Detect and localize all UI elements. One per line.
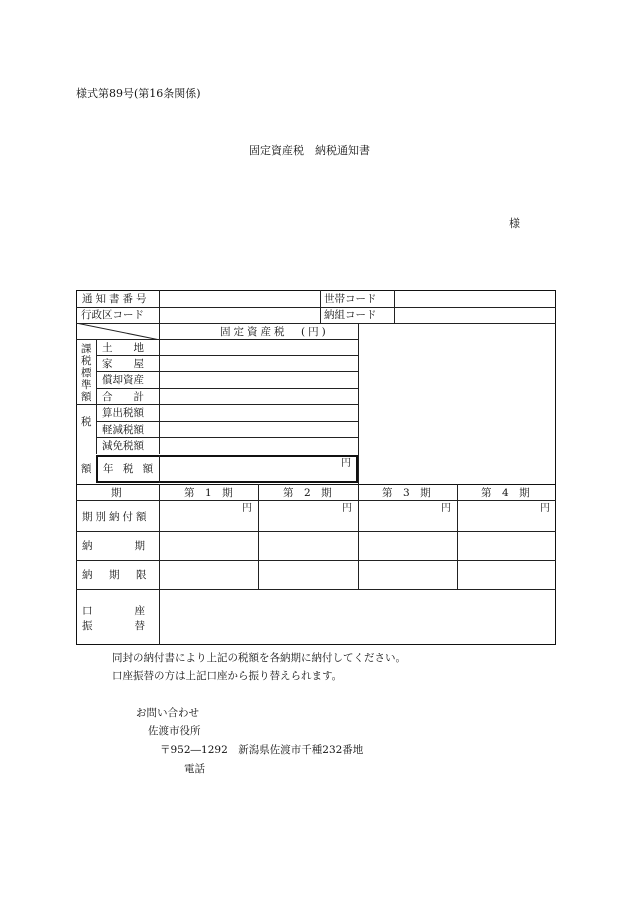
divider bbox=[76, 484, 556, 485]
contact-address: 〒952―1292 新潟県佐渡市千種232番地 bbox=[160, 744, 364, 756]
installment-2-header: 第 2 期 bbox=[283, 487, 332, 499]
tax-base-label-2: 税 bbox=[81, 355, 92, 367]
tax-amount-label-2: 額 bbox=[81, 463, 92, 475]
installment-header: 期 bbox=[111, 487, 122, 499]
divider bbox=[457, 484, 458, 589]
document-title: 固定資産税 納税通知書 bbox=[249, 144, 370, 157]
installment-1-yen: 円 bbox=[242, 503, 252, 514]
tax-amount-label-1: 税 bbox=[81, 416, 92, 428]
tax-base-label-1: 課 bbox=[81, 343, 92, 355]
divider bbox=[76, 589, 556, 590]
contact-heading: お問い合わせ bbox=[136, 707, 199, 719]
due-period-label: 納 期 bbox=[82, 540, 145, 552]
exempted-tax-label: 減免税額 bbox=[102, 440, 144, 452]
divider bbox=[96, 355, 358, 356]
divider bbox=[76, 531, 556, 532]
transfer-label: 振 替 bbox=[82, 620, 145, 632]
divider bbox=[159, 484, 160, 645]
installment-4-header: 第 4 期 bbox=[481, 487, 530, 499]
tax-base-label-3: 標 bbox=[81, 367, 92, 379]
form-number: 様式第89号(第16条関係) bbox=[76, 87, 201, 100]
tax-base-label-4: 準 bbox=[81, 379, 92, 391]
house-label: 家 屋 bbox=[102, 358, 144, 370]
tax-column-header: 固定資産税 (円) bbox=[220, 326, 329, 338]
reduced-tax-label: 軽減税額 bbox=[102, 424, 144, 436]
depreciable-assets-label: 償却資産 bbox=[102, 374, 144, 386]
divider bbox=[159, 455, 160, 483]
total-label: 合 計 bbox=[102, 391, 144, 403]
divider bbox=[96, 371, 358, 372]
calculated-tax-label: 算出税額 bbox=[102, 407, 144, 419]
notice-number-label: 通知書番号 bbox=[82, 293, 150, 305]
annual-tax-label: 年 税 額 bbox=[103, 463, 157, 475]
divider bbox=[76, 560, 556, 561]
divider bbox=[96, 437, 358, 438]
divider bbox=[358, 323, 359, 484]
divider bbox=[358, 484, 359, 589]
divider bbox=[258, 484, 259, 589]
divider bbox=[76, 404, 358, 405]
account-label: 口 座 bbox=[82, 605, 145, 617]
divider bbox=[96, 388, 358, 389]
installment-4-yen: 円 bbox=[540, 503, 550, 514]
installment-3-header: 第 3 期 bbox=[382, 487, 431, 499]
note-line-2: 口座振替の方は上記口座から振り替えられます。 bbox=[112, 670, 343, 682]
addressee-suffix: 様 bbox=[509, 217, 520, 230]
annual-tax-yen: 円 bbox=[341, 458, 351, 469]
land-label: 土 地 bbox=[102, 342, 144, 354]
installment-2-yen: 円 bbox=[342, 503, 352, 514]
divider bbox=[96, 421, 358, 422]
diagonal-header-cell bbox=[76, 323, 160, 340]
divider bbox=[76, 500, 556, 501]
contact-office: 佐渡市役所 bbox=[148, 725, 201, 737]
installment-amount-label: 期別納付額 bbox=[82, 511, 150, 523]
installment-1-header: 第 1 期 bbox=[184, 487, 233, 499]
divider bbox=[76, 339, 358, 340]
contact-phone-label: 電話 bbox=[184, 763, 205, 775]
household-code-label: 世帯コード bbox=[324, 293, 377, 305]
note-line-1: 同封の納付書により上記の税額を各納期に納付してください。 bbox=[112, 652, 406, 664]
tax-base-label-5: 額 bbox=[81, 391, 92, 403]
deadline-label: 納 期 限 bbox=[82, 569, 150, 581]
installment-3-yen: 円 bbox=[441, 503, 451, 514]
payment-group-code-label: 納組コード bbox=[324, 309, 377, 321]
admin-district-code-label: 行政区コード bbox=[81, 309, 144, 321]
divider bbox=[76, 307, 556, 308]
